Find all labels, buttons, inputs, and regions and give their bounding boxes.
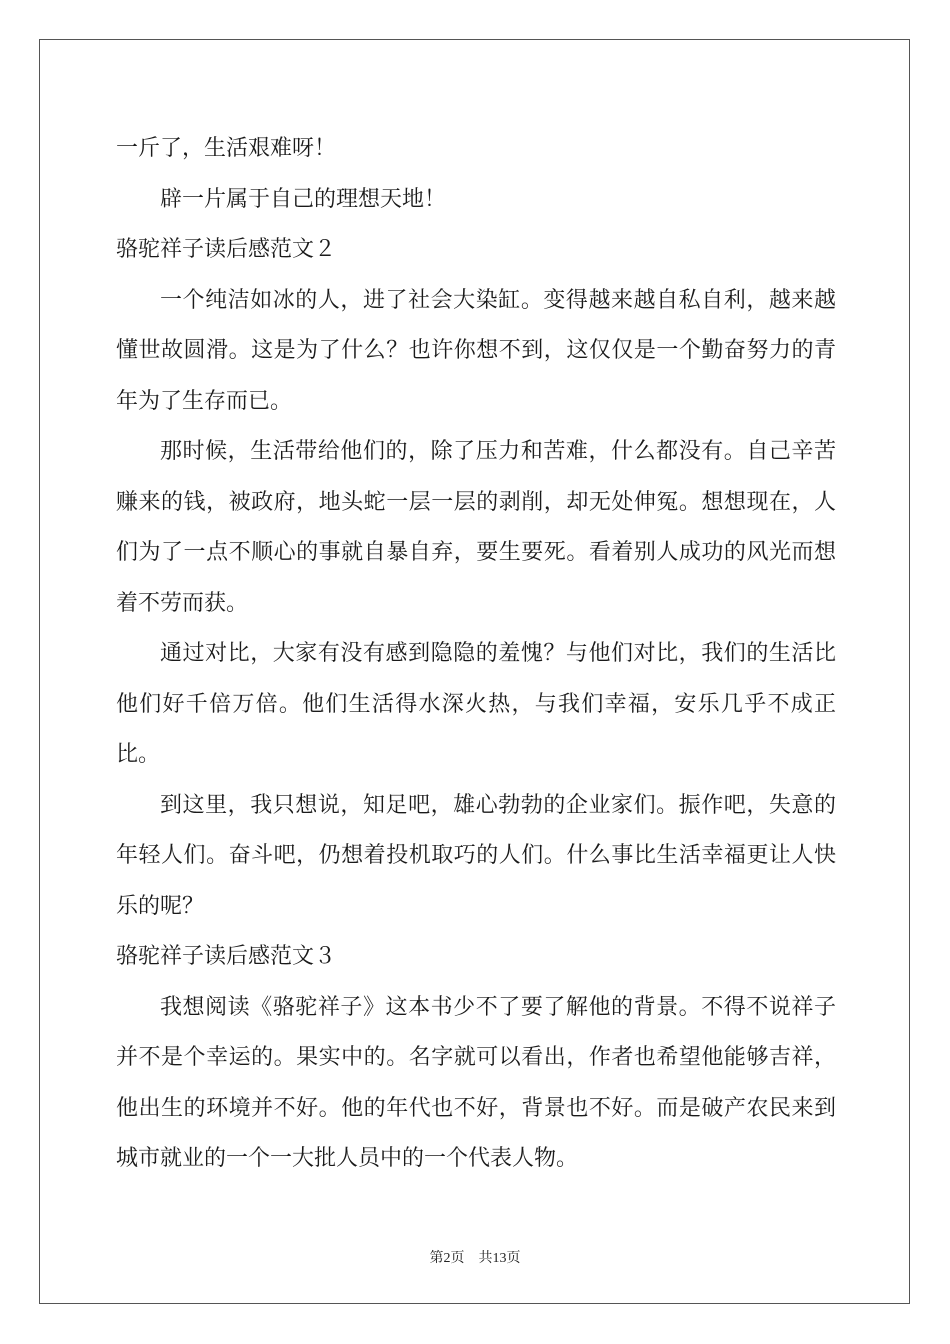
- page-number-footer: 第2页 共13页: [429, 1251, 521, 1266]
- paragraph: 那时候，生活带给他们的，除了压力和苦难，什么都没有。自己辛苦赚来的钱，被政府，地头蛇一层一层的剥削，却无处伸冤。想想现在，人们为了一点不顺心的事就自暴自弃，要生要死。看着别人成功的风光而想着不劳而获。: [116, 439, 836, 616]
- paragraph: 一个纯洁如冰的人，进了社会大染缸。变得越来越自私自利，越来越懂世故圆滑。这是为了什么？也许你想不到，这仅仅是一个勤奋努力的青年为了生存而已。: [116, 287, 836, 414]
- paragraph: 通过对比，大家有没有感到隐隐的羞愧？与他们对比，我们的生活比他们好千倍万倍。他们生活得水深火热，与我们幸福，安乐几乎不成正比。: [116, 641, 836, 767]
- paragraph: 我想阅读《骆驼祥子》这本书少不了要了解他的背景。不得不说祥子并不是个幸运的。果实中的。名字就可以看出，作者也希望他能够吉祥，他出生的环境并不好。他的年代也不好，背景也不好。而是破产农民来到城市就业的一个一大批人员中的一个代表人物。: [116, 994, 836, 1171]
- section-heading: 骆驼祥子读后感范文３: [116, 944, 337, 969]
- document-body: [116, 124, 836, 1185]
- paragraph: 到这里，我只想说，知足吧，雄心勃勃的企业家们。振作吧，失意的年轻人们。奋斗吧，仍想着投机取巧的人们。什么事比生活幸福更让人快乐的呢？: [116, 792, 836, 919]
- section-heading: 骆驼祥子读后感范文２: [116, 237, 337, 262]
- paragraph: 一斤了，生活艰难呀！: [116, 136, 337, 161]
- paragraph: 辟一片属于自己的理想天地！: [160, 186, 447, 212]
